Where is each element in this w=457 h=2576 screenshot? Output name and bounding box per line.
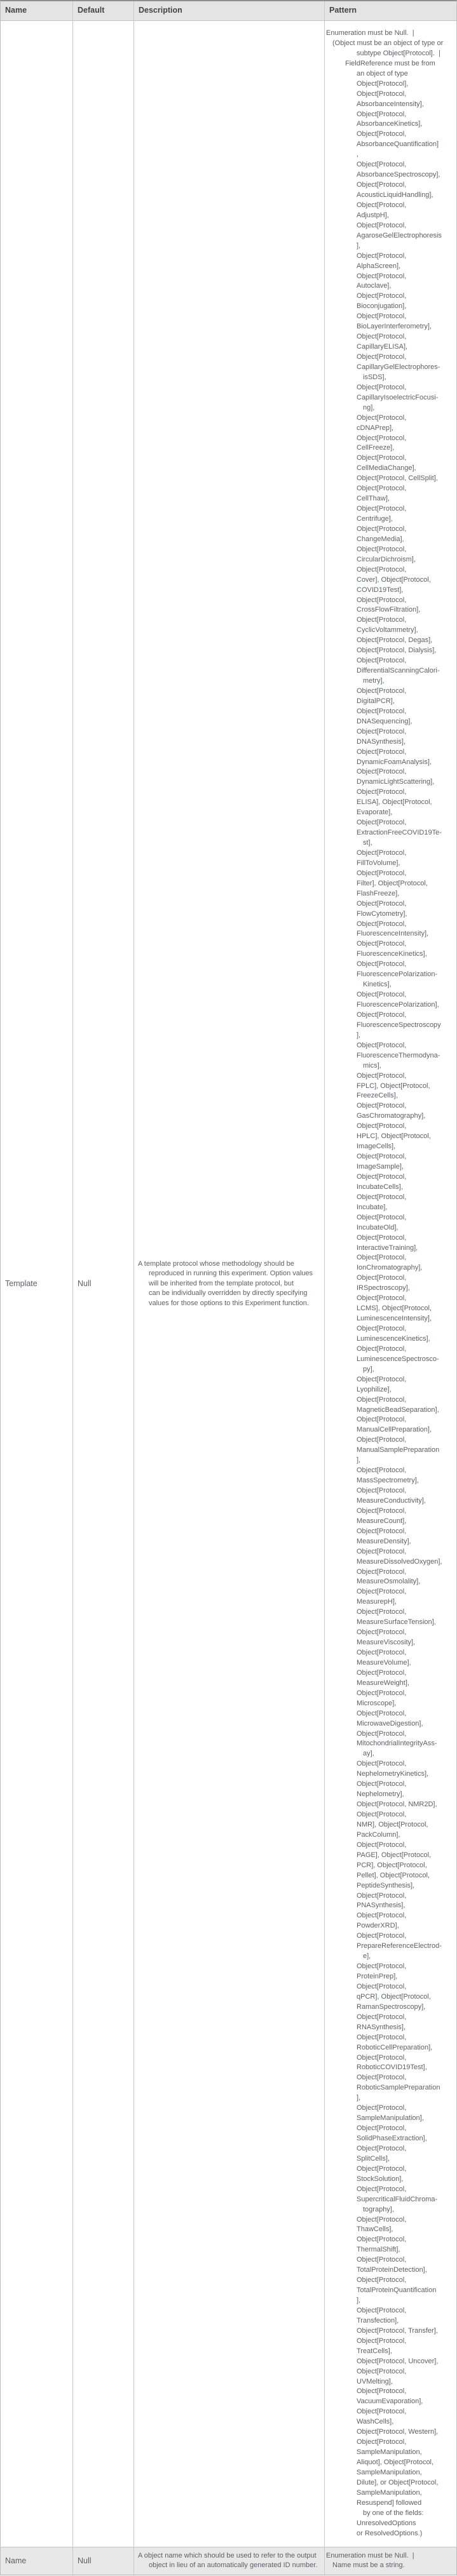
text-line: ng],	[363, 403, 375, 412]
text-line: Object[Protocol,	[357, 1466, 407, 1475]
text-line: Object[Protocol,	[357, 525, 407, 533]
text-line: FreezeCells],	[357, 1092, 398, 1100]
text-line: Object[Protocol,	[357, 596, 407, 604]
text-line: Object[Protocol,	[357, 2236, 407, 2244]
text-line: MeasureVolume],	[357, 1658, 411, 1667]
text-line: Object[Protocol,	[357, 849, 407, 857]
text-line: Cover], Object[Protocol,	[357, 575, 431, 584]
text-line: ThawCells],	[357, 2225, 393, 2234]
text-line: Object[Protocol,	[357, 1274, 407, 1282]
text-line: Object[Protocol,	[357, 2033, 407, 2041]
text-line: Object[Protocol,	[357, 353, 407, 361]
text-line: MeasurepH],	[357, 1598, 397, 1606]
text-line: Object[Protocol,	[357, 434, 407, 442]
text-line: ImageSample],	[357, 1163, 404, 1171]
text-line: ],	[357, 1456, 361, 1465]
text-line: Object[Protocol,	[357, 1395, 407, 1404]
text-line: by one of the fields:	[363, 2509, 424, 2517]
text-line: Object[Protocol,	[357, 1891, 407, 1900]
text-line: Object[Protocol,	[357, 1506, 407, 1515]
text-line: subtype Object[Protocol]. |	[357, 49, 440, 57]
text-line: VacuumEvaporation],	[357, 2398, 423, 2406]
text-line: object in lieu of an automatically generated ID number.	[149, 2561, 318, 2570]
text-line: Object[Protocol,	[357, 1962, 407, 1971]
option-pattern-cell	[324, 21, 456, 2547]
text-line: SampleManipulation,	[357, 2448, 422, 2457]
text-line: SampleManipulation,	[357, 2468, 422, 2476]
text-line: SampleManipulation,	[357, 2488, 422, 2497]
text-line: MeasureWeight],	[357, 1679, 409, 1687]
text-line: Object[Protocol,	[357, 1668, 407, 1677]
text-line: CapillaryGelElectrophores-	[357, 363, 440, 371]
text-line: Object[Protocol,	[357, 960, 407, 969]
text-line: AgaroseGelElectrophoresis	[357, 231, 442, 239]
text-line: DigitalPCR],	[357, 697, 395, 705]
text-line: GasChromatography],	[357, 1112, 426, 1120]
text-line: Resuspend] followed	[357, 2499, 422, 2507]
text-line: Object[Protocol, Degas],	[357, 636, 433, 645]
text-line: PAGE], Object[Protocol,	[357, 1851, 432, 1859]
text-line: ManualCellPreparation],	[357, 1426, 432, 1434]
table-row-name-option	[1, 2547, 456, 2575]
text-line: TotalProteinQuantification	[357, 2286, 437, 2295]
column-header-pattern: Pattern	[324, 1, 456, 20]
text-line: CellThaw],	[357, 495, 390, 503]
text-line: Object[Protocol,	[357, 333, 407, 341]
text-line: Enumeration must be Null. |	[326, 29, 414, 37]
text-line: ManualSamplePreparation	[357, 1446, 440, 1454]
text-line: Object[Protocol,	[357, 920, 407, 928]
text-line: e],	[363, 1952, 371, 1961]
text-line: Object[Protocol,	[357, 252, 407, 260]
text-line: Pellet], Object[Protocol,	[357, 1871, 430, 1879]
text-line: Object[Protocol,	[357, 2367, 407, 2375]
text-line: Object[Protocol,	[357, 1071, 407, 1080]
text-line: Object[Protocol,	[357, 1760, 407, 1768]
text-line: Object[Protocol,	[357, 485, 407, 493]
text-line: UVMelting],	[357, 2377, 393, 2385]
text-line: Object[Protocol, Transfer],	[357, 2326, 438, 2335]
text-line: SplitCells],	[357, 2154, 390, 2163]
text-line: MassSpectrometry],	[357, 1477, 419, 1485]
text-line: RoboticCOVID19Test],	[357, 2063, 427, 2072]
text-line: Object[Protocol,	[357, 1527, 407, 1535]
text-line: ],	[357, 2094, 361, 2102]
text-line: st],	[363, 839, 372, 847]
text-line: PeptideSynthesis],	[357, 1881, 415, 1889]
text-line: FlowCytometry],	[357, 909, 407, 918]
text-line: Object[Protocol,	[357, 2053, 407, 2062]
text-line: Object[Protocol,	[357, 1153, 407, 1161]
text-line: CapillaryELISA],	[357, 343, 408, 351]
text-line: Object[Protocol,	[357, 1841, 407, 1849]
text-line: Object[Protocol,	[357, 1010, 407, 1019]
text-line: isSDS],	[363, 373, 386, 381]
text-line: TotalProteinDetection],	[357, 2266, 427, 2274]
text-line: Object[Protocol,	[357, 1254, 407, 1262]
text-line: Object[Protocol,	[357, 1102, 407, 1110]
text-line: FluorescenceKinetics],	[357, 950, 427, 958]
text-line: Object[Protocol,	[357, 788, 407, 796]
text-line: reproduced in running this experiment. Option values	[149, 1270, 313, 1277]
text-line: LuminescenceIntensity],	[357, 1315, 432, 1323]
text-line: Object[Protocol,	[357, 768, 407, 776]
text-line: Object[Protocol,	[357, 383, 407, 391]
text-line: Object[Protocol,	[357, 1567, 407, 1576]
text-line: COVID19Test],	[357, 586, 404, 594]
text-line: FlashFreeze],	[357, 889, 400, 897]
text-line: AbsorbanceKinetics],	[357, 120, 423, 128]
text-line: Object[Protocol, NMR2D],	[357, 1801, 437, 1809]
text-line: ELISA], Object[Protocol,	[357, 798, 432, 807]
option-description-text	[138, 2551, 317, 2571]
text-line: DynamicFoamAnalysis],	[357, 758, 432, 766]
text-line: Object[Protocol,	[357, 2408, 407, 2416]
text-line: UnresolvedOptions	[357, 2519, 416, 2527]
text-line: ],	[357, 241, 361, 250]
text-line: FluorescenceIntensity],	[357, 930, 429, 938]
text-line: ChangeMedia],	[357, 535, 404, 543]
text-line: Object[Protocol,	[357, 707, 407, 715]
text-line: tography],	[363, 2205, 394, 2213]
text-line: CircularDichroism],	[357, 555, 416, 563]
text-line: Bioconjugation],	[357, 302, 407, 311]
text-line: TreatCells],	[357, 2347, 392, 2355]
column-header-description: Description	[133, 1, 324, 20]
text-line: PNASynthesis],	[357, 1902, 406, 1910]
text-line: mics],	[363, 1061, 381, 1070]
text-line: MeasureDissolvedOxygen],	[357, 1557, 442, 1566]
text-line: ExtractionFreeCOVID19Te-	[357, 829, 442, 837]
text-line: AbsorbanceQuantification]	[357, 140, 439, 149]
text-line: Object[Protocol,	[357, 2124, 407, 2133]
text-line: PrepareReferenceElectrod-	[357, 1942, 442, 1950]
text-line: IonChromatography],	[357, 1264, 423, 1272]
text-line: CellFreeze],	[357, 444, 395, 452]
text-line: SupercriticalFluidChroma-	[357, 2195, 438, 2203]
text-line: Transfection],	[357, 2316, 399, 2324]
text-line: qPCR], Object[Protocol,	[357, 1992, 431, 2001]
text-line: Evaporate],	[357, 808, 393, 817]
text-line: Object[Protocol,	[357, 505, 407, 513]
text-line: Object[Protocol,	[357, 1588, 407, 1596]
text-line: AbsorbanceSpectroscopy],	[357, 171, 440, 179]
text-line: Object[Protocol,	[357, 454, 407, 462]
text-line: DNASynthesis],	[357, 737, 406, 746]
text-line: Autoclave],	[357, 282, 392, 290]
text-line: Object[Protocol,	[357, 899, 407, 908]
text-line: Object[Protocol,	[357, 1213, 407, 1221]
text-line: MitochondrialIntegrityAss-	[357, 1740, 437, 1748]
text-line: MeasureSurfaceTension],	[357, 1618, 436, 1627]
text-line: Object[Protocol, Uncover],	[357, 2357, 439, 2365]
text-line: FluorescencePolarization-	[357, 970, 438, 979]
text-line: PowderXRD],	[357, 1922, 399, 1930]
text-line: FluorescenceSpectroscopy	[357, 1021, 441, 1029]
text-line: DynamicLightScattering],	[357, 778, 435, 786]
text-line: RNASynthesis],	[357, 2023, 406, 2031]
option-name: Name	[5, 2556, 27, 2566]
text-line: Object[Protocol,	[357, 201, 407, 209]
text-line: Object[Protocol,	[357, 2215, 407, 2224]
text-line: Dilute], or Object[Protocol,	[357, 2478, 439, 2486]
text-line: InteractiveTraining],	[357, 1244, 418, 1252]
text-line: ImageCells],	[357, 1143, 396, 1151]
text-line: ],	[357, 1031, 361, 1039]
text-line: Object[Protocol,	[357, 1122, 407, 1130]
text-line: Object[Protocol,	[357, 2104, 407, 2112]
text-line: an object of type	[357, 69, 408, 77]
option-description-cell	[133, 2547, 324, 2575]
text-line: Object[Protocol,	[357, 110, 407, 118]
option-pattern-cell	[324, 2547, 456, 2575]
text-line: or ResolvedOptions.)	[357, 2529, 423, 2537]
text-line: cDNAPrep],	[357, 424, 394, 432]
text-line: LuminescenceSpectrosco-	[357, 1355, 439, 1363]
text-line: ThermalShift],	[357, 2246, 400, 2254]
text-line: Object[Protocol,	[357, 869, 407, 877]
text-line: Object[Protocol,	[357, 1932, 407, 1940]
text-line: Object[Protocol,	[357, 1345, 407, 1353]
text-line: DNASequencing],	[357, 717, 413, 725]
text-line: Object[Protocol,	[357, 2276, 407, 2284]
text-line: Object[Protocol,	[357, 130, 407, 138]
text-line: CyclicVoltammetry],	[357, 626, 418, 634]
text-line: Object[Protocol,	[357, 1628, 407, 1637]
option-pattern-text	[326, 29, 455, 2539]
text-line: Object[Protocol,	[357, 2013, 407, 2021]
text-line: Object[Protocol,	[357, 1689, 407, 1697]
text-line: PackColumn],	[357, 1830, 400, 1839]
text-line: Object[Protocol,	[357, 221, 407, 229]
text-line: NephelometryKinetics],	[357, 1770, 429, 1778]
text-line: Object[Protocol,	[357, 2164, 407, 2173]
text-line: Object[Protocol,	[357, 1547, 407, 1555]
text-line: IncubateCells],	[357, 1183, 403, 1191]
text-line: Object[Protocol,	[357, 991, 407, 999]
text-line: Enumeration must be Null. |	[326, 2551, 414, 2559]
text-line: Object[Protocol,	[357, 1233, 407, 1242]
text-line: Object[Protocol, Dialysis],	[357, 647, 437, 655]
text-line: Object[Protocol,	[357, 1436, 407, 1444]
text-line: Object[Protocol,	[357, 90, 407, 98]
text-line: Object[Protocol,	[357, 1172, 407, 1181]
text-line: Name must be a string.	[332, 2561, 405, 2570]
text-line: HPLC], Object[Protocol,	[357, 1132, 431, 1141]
text-line: SolidPhaseExtraction],	[357, 2135, 427, 2142]
text-line: Aliquot], Object[Protocol,	[357, 2459, 434, 2466]
text-line: Object[Protocol,	[357, 1729, 407, 1738]
text-line: FieldReference must be from	[345, 59, 435, 67]
text-line: Object[Protocol,	[357, 1375, 407, 1383]
text-line: Object[Protocol,	[357, 1649, 407, 1656]
text-line: Object[Protocol,	[357, 2438, 407, 2446]
text-line: Object[Protocol,	[357, 545, 407, 553]
text-line: Incubate],	[357, 1203, 388, 1211]
text-line: Centrifuge],	[357, 515, 393, 523]
text-line: AdjustpH],	[357, 211, 389, 219]
text-line: CapillaryIsoelectricFocusi-	[357, 393, 439, 401]
text-line: SampleManipulation],	[357, 2114, 424, 2123]
text-line: Object[Protocol,	[357, 1608, 407, 1616]
text-line: values for those options to this Experiment function.	[149, 1299, 309, 1307]
text-line: Object[Protocol,	[357, 312, 407, 321]
text-line: A object name which should be used to refer to the output	[138, 2551, 317, 2559]
text-line: Object[Protocol,	[357, 687, 407, 695]
text-line: Filter], Object[Protocol,	[357, 879, 428, 887]
text-line: Object[Protocol,	[357, 1811, 407, 1818]
text-line: Object[Protocol, CellSplit],	[357, 474, 438, 483]
text-line: MicrowaveDigestion],	[357, 1719, 423, 1727]
text-line: RoboticSamplePreparation	[357, 2084, 440, 2092]
text-line: AbsorbanceIntensity],	[357, 100, 424, 108]
text-line: WashCells],	[357, 2418, 394, 2426]
text-line: IRSpectroscopy],	[357, 1284, 410, 1292]
text-line: Lyophilize],	[357, 1385, 392, 1393]
text-line: Object[Protocol,	[357, 292, 407, 300]
text-line: Object[Protocol,	[357, 2337, 407, 2345]
text-line: Object[Protocol,	[357, 161, 407, 169]
text-line: FluorescencePolarization],	[357, 1001, 439, 1009]
text-line: FluorescenceThermodyna-	[357, 1051, 440, 1059]
text-line: AcousticLiquidHandling],	[357, 191, 433, 199]
text-line: NMR], Object[Protocol,	[357, 1820, 428, 1828]
text-line: ProteinPrep],	[357, 1973, 398, 1980]
text-line: MeasureViscosity],	[357, 1639, 416, 1647]
text-line: Object[Protocol,	[357, 2144, 407, 2152]
text-line: Object[Protocol,	[357, 748, 407, 756]
text-line: Microscope],	[357, 1699, 397, 1707]
text-line: Object[Protocol,	[357, 272, 407, 280]
text-line: Object[Protocol,	[357, 616, 407, 624]
text-line: LuminescenceKinetics],	[357, 1334, 430, 1343]
text-line: Object[Protocol,	[357, 2387, 407, 2396]
text-line: RamanSpectroscopy],	[357, 2002, 426, 2011]
text-line: Object[Protocol,	[357, 565, 407, 574]
text-line: Nephelometry],	[357, 1790, 404, 1799]
text-line: Object[Protocol,	[357, 413, 407, 422]
text-line: A template protocol whose methodology should be	[138, 1259, 294, 1268]
option-description-text	[138, 1259, 313, 1309]
text-line: MeasureConductivity],	[357, 1496, 426, 1505]
text-line: BioLayerInterferometry],	[357, 323, 432, 331]
text-line: metry],	[363, 677, 385, 685]
text-line: Object[Protocol,	[357, 1325, 407, 1332]
text-line: Object[Protocol, Western],	[357, 2428, 439, 2436]
option-pattern-text	[326, 2551, 455, 2572]
text-line: Object[Protocol,	[357, 819, 407, 827]
text-line: Object[Protocol,	[357, 2256, 407, 2264]
text-line: Object[Protocol,	[357, 1912, 407, 1920]
text-line: Object[Protocol,	[357, 940, 407, 948]
text-line: FPLC], Object[Protocol,	[357, 1082, 430, 1090]
text-line: Object[Protocol,	[357, 1193, 407, 1201]
text-line: Object[Protocol,	[357, 1416, 407, 1424]
text-line: Object[Protocol,	[357, 1294, 407, 1303]
text-line: Object[Protocol,	[357, 1709, 407, 1717]
text-line: MeasureOsmolality],	[357, 1578, 421, 1586]
text-line: RoboticCellPreparation],	[357, 2043, 433, 2051]
text-line: can be individually overridden by directly specifying	[149, 1289, 308, 1297]
text-line: DifferentialScanningCalori-	[357, 667, 440, 675]
text-line: FillToVolume],	[357, 859, 400, 867]
table-row-template-option	[1, 21, 456, 2547]
text-line: AlphaScreen],	[357, 262, 401, 270]
text-line: MeasureCount],	[357, 1517, 407, 1525]
text-line: Object[Protocol,	[357, 1780, 407, 1788]
text-line: Kinetics],	[363, 981, 392, 989]
text-line: Object[Protocol,	[357, 1982, 407, 1990]
column-header-name: Name	[5, 6, 27, 15]
text-line: IncubateOld],	[357, 1223, 399, 1231]
text-line: Object[Protocol,	[357, 2074, 407, 2082]
text-line: MeasureDensity],	[357, 1537, 411, 1545]
text-line: will be inherited from the template protocol, but	[149, 1279, 294, 1287]
text-line: StockSolution],	[357, 2175, 404, 2183]
table-header-row	[1, 1, 456, 21]
text-line: Object[Protocol,	[357, 1041, 407, 1049]
text-line: Object[Protocol,	[357, 2306, 407, 2314]
text-line: ,	[357, 151, 359, 159]
text-line: Object[Protocol],	[357, 79, 409, 88]
text-line: Object[Protocol,	[357, 1487, 407, 1494]
text-line: Object[Protocol,	[357, 181, 407, 189]
text-line: MagneticBeadSeparation],	[357, 1405, 439, 1414]
text-line: CellMediaChange],	[357, 464, 416, 473]
option-default-value: Null	[72, 2547, 133, 2575]
option-default-value: Null	[72, 21, 133, 2547]
text-line: ay],	[363, 1750, 374, 1758]
text-line: ],	[357, 2297, 361, 2304]
option-description-cell	[133, 21, 324, 2547]
text-line: (Object must be an object of type or	[332, 39, 444, 47]
text-line: CrossFlowFiltration],	[357, 606, 421, 614]
column-header-default: Default	[72, 1, 133, 20]
text-line: Object[Protocol,	[357, 2185, 407, 2193]
text-line: Object[Protocol,	[357, 727, 407, 735]
text-line: PCR], Object[Protocol,	[357, 1861, 427, 1869]
option-name: Template	[5, 1279, 38, 1289]
text-line: py],	[363, 1365, 374, 1373]
text-line: LCMS], Object[Protocol,	[357, 1305, 432, 1313]
text-line: Object[Protocol,	[357, 657, 407, 665]
